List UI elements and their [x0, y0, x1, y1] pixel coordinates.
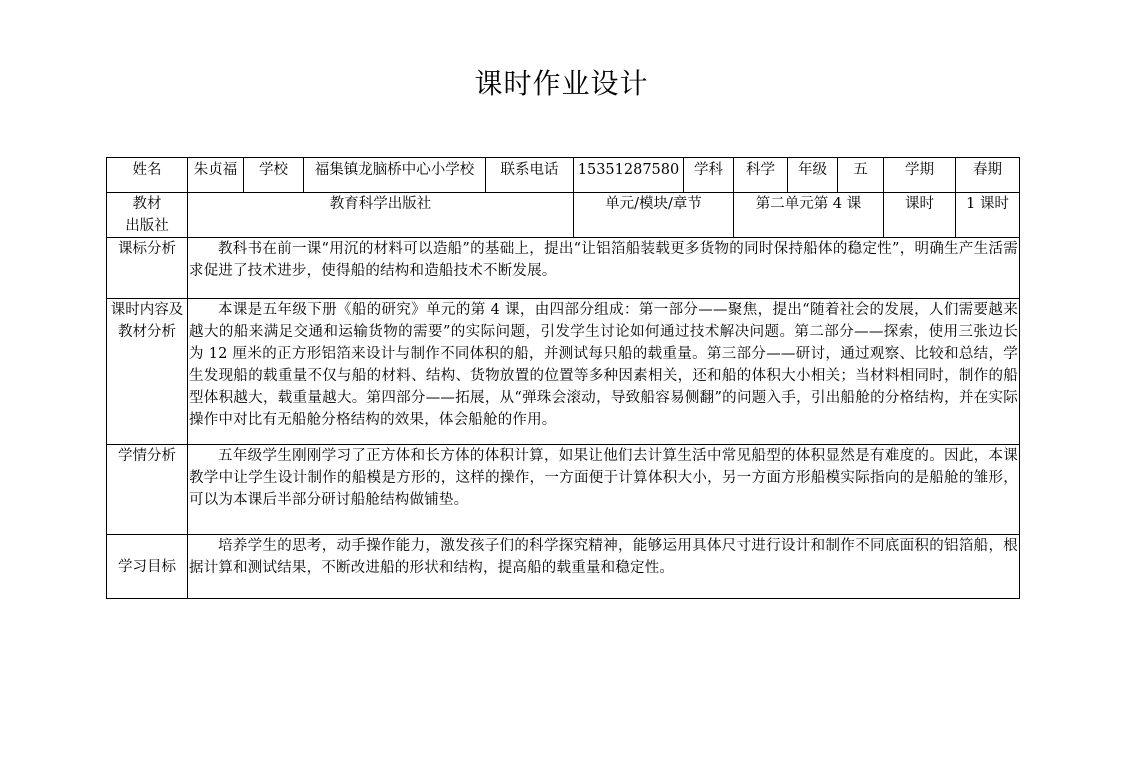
publisher-label — [107, 193, 188, 238]
student-analysis-text: 五年级学生刚刚学习了正方体和长方体的体积计算，如果让他们去计算生活中常见船型的体积显然是有难度的。因此，本课教学中让学生设计制作的船模是方形的，这样的操作，一方面便于计算体积大小，另一方面方形船模实际指向的是船舱的雏形，可以为本课后半部分研讨船舱结构做铺垫。 — [188, 445, 1020, 535]
grade-label: 年级 — [788, 158, 838, 193]
publisher-label-line2: 出版社 — [125, 218, 169, 234]
curriculum-analysis-row — [107, 238, 1020, 299]
publisher-row — [107, 193, 1020, 238]
publisher-label-line1: 教材 — [132, 196, 162, 212]
unit-value: 第二单元第 4 课 — [734, 193, 884, 238]
phone-value: 15351287580 — [574, 158, 684, 193]
period-label: 课时 — [884, 193, 956, 238]
unit-label: 单元/模块/章节 — [574, 193, 734, 238]
info-row — [107, 158, 1020, 193]
content-analysis-row — [107, 299, 1020, 445]
learning-goals-label: 学习目标 — [107, 535, 188, 599]
subject-label: 学科 — [684, 158, 734, 193]
term-label: 学期 — [884, 158, 956, 193]
curriculum-analysis-text: 教科书在前一课“用沉的材料可以造船”的基础上，提出“让铝箔船装载更多货物的同时保持船体的稳定性”，明确生产生活需求促进了技术进步，使得船的结构和造船技术不断发展。 — [188, 238, 1020, 299]
student-analysis-label: 学情分析 — [107, 445, 188, 535]
school-value: 福集镇龙脑桥中心小学校 — [304, 158, 486, 193]
school-label: 学校 — [244, 158, 304, 193]
learning-goals-text: 培养学生的思考，动手操作能力，激发孩子们的科学探究精神，能够运用具体尺寸进行设计和制作不同底面积的铝箔船，根据计算和测试结果，不断改进船的形状和结构，提高船的载重量和稳定性。 — [188, 535, 1020, 599]
subject-value: 科学 — [734, 158, 788, 193]
student-analysis-row — [107, 445, 1020, 535]
page-title: 课时作业设计 — [474, 67, 649, 100]
publisher-value: 教育科学出版社 — [188, 193, 574, 238]
name-value: 朱贞福 — [188, 158, 244, 193]
phone-label: 联系电话 — [486, 158, 574, 193]
term-value: 春期 — [956, 158, 1020, 193]
lesson-design-table — [106, 157, 1020, 599]
learning-goals-row — [107, 535, 1020, 599]
content-analysis-text: 本课是五年级下册《船的研究》单元的第 4 课，由四部分组成：第一部分——聚焦，提出“随着社会的发展，人们需要越来越大的船来满足交通和运输货物的需要”的实际问题，引发学生讨论如何通过技术解决问题。第二部分——探索，使用三张边长为 12 厘米的正方形铝箔来设计与制作不同体积的船，并测试每只船的载重量。第三部分——研讨，通过观察、比较和总结，学生发现船的载重量不仅与船的材料、结构、货物放置的位置等多种因素相关，还和船的体积大小相关；当材料相同时，制作的船型体积越大，载重量越大。第四部分——拓展，从“弹珠会滚动，导致船容易侧翻”的问题入手，引出船舱的分格结构，并在实际操作中对比有无船舱分格结构的效果，体会船舱的作用。 — [188, 299, 1020, 445]
content-analysis-label: 课时内容及教材分析 — [107, 299, 188, 445]
period-value: 1 课时 — [956, 193, 1020, 238]
curriculum-analysis-label: 课标分析 — [107, 238, 188, 299]
name-label: 姓名 — [107, 158, 188, 193]
grade-value: 五 — [838, 158, 884, 193]
